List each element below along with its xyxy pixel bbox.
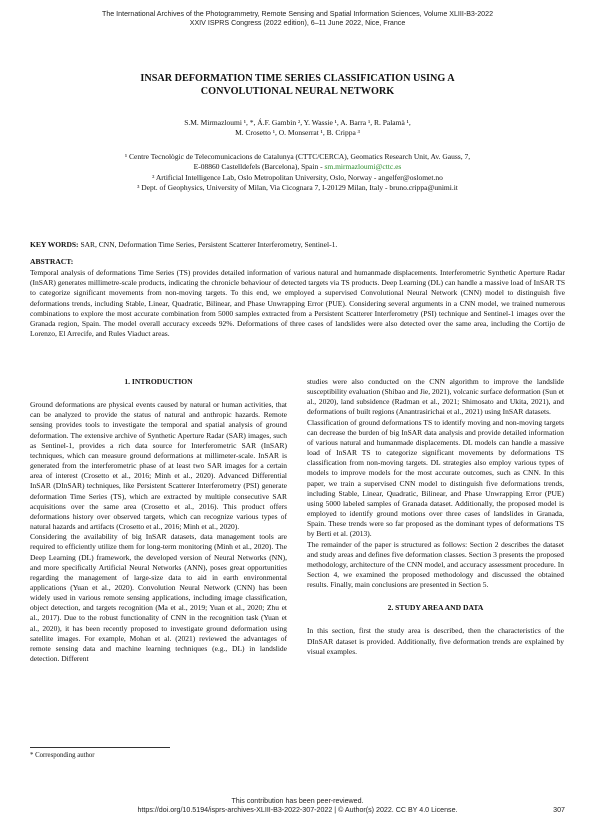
affiliation-2 [60,173,535,183]
right-column [307,377,564,657]
affiliation-1-line2 [60,162,535,172]
intro-paragraph-5: The remainder of the paper is structured as follows: Section 2 describes the dataset and study areas and defines five deformation classes. Section 3 presents the proposed methodology, architecture of the CNN model, and accuracy assessment procedure. In Section 4, we examined the proposed methodology and discussed the obtained results. Finally, main conclusions are presented in Section 5. [307,539,564,590]
affiliation-3: ³ Dept. of Geophysics, University of Milan, Via Cicognara 7, I-20129 Milan, Italy - bruno.crippa@unimi.it [137,182,458,192]
keywords-label: KEY WORDS: [30,240,79,249]
left-column [30,377,287,664]
affiliation-1-line1: ¹ Centre Tecnològic de Telecomunicacions de Catalunya (CTTC/CERCA), Geomatics Research Unit, Av. Gauss, 7, [124,152,471,161]
author-line1: S.M. Mirmazloumi ¹, *, Á.F. Gambin ², Y. Wassie ¹, A. Barra ¹, R. Palamà ¹, [184,118,411,127]
intro-paragraph-3: studies were also conducted on the CNN algorithm to improve the landslide susceptibility evaluation (Shibao and Jie, 2021), volcanic surface deformation (Sun et al., 2020), land subsidence (Radman et al., 2021; Shimosato and Ukita, 2021), and deformations of built regions (Anantrasirichai et al., 2021) using InSAR datasets. [307,377,565,417]
section-1-heading: 1. INTRODUCTION [124,377,193,386]
author-line2: M. Crosetto ¹, O. Monserrat ¹, B. Crippa ³ [235,128,360,138]
intro-paragraph-4: Classification of ground deformations TS to identify moving and non-moving targets can decrease the burden of big InSAR data analysis and provide detailed information of various natural and humanmade displacements. DL models can handle a massive load of InSAR TS to categorize significant movements by deformations TS classification from non-moving targets. DL strategies also employ various types of models to improve models for the most accurate outcomes, such as CNN. In this paper, we train a supervised CNN model to distinguish five deformations trends, including Stable, Linear, Quadratic, Bilinear, and Phase Unwrapping Error (PUE) using 5000 labeled samples of Granada dataset. Additionally, the proposed model is employed to identify ground motions over three cases of landslides in Granada, Spain. These trends were so far proposed as the dominant types of deformations TS by Berti et al. (2013). [307,417,564,539]
affiliations [60,152,535,193]
paper-title-line2: CONVOLUTIONAL NEURAL NETWORK [200,86,395,97]
author-list [60,118,535,138]
abstract-heading: ABSTRACT: [30,257,74,266]
study-area-paragraph-1: In this section, first the study area is described, then the characteristics of the DInSAR dataset is provided. Additionally, five deformation trends are explained by visual examples. [307,626,564,656]
affiliation-1-email-link[interactable]: sm.mirmazloumi@cttc.es [324,162,402,172]
journal-header-line1: The International Archives of the Photogrammetry, Remote Sensing and Spatial Information Sciences, Volume XLIII-B3-2022 [101,10,494,18]
page-number: 307 [553,806,565,815]
keywords [30,240,565,250]
intro-paragraph-2: Considering the availability of big InSAR datasets, data management tools are required to efficiently utilize them for long-term monitoring (Minh et al., 2020). The Deep Learning (DL) framework, the developed version of Neural Networks (NN), and more specifically Artificial Neural Networks (ANN), poses great opportunities regarding the management of large-size data to aid in earth environmental applications (Yuan et al., 2020). Convolution Neural Network (CNN) has been widely used in various remote sensing applications, including image classification, object detection, and targets recognition (Ma et al., 2019; Yuan et al., 2020; Zhu et al., 2017). Due to the robust functionality of CNN in the recognition task (Yuan et al., 2020), it has been recently proposed to investigate ground deformation using satellite images. For example, Mohan et al. (2021) reviewed the advantages of remote sensing data and machine learning techniques (e.g., DL) in landslide detection. Different [30,532,287,664]
abstract-text: Temporal analysis of deformations Time Series (TS) provides detailed information of various natural and humanmade displacements. Interferometric Synthetic Aperture Radar (InSAR) generates millimetre-scale products, indicating the chronicle behaviour of detected targets via TS products. Deep Learning (DL) can handle a massive load of InSAR TS to categorize significant movements from non-moving targets. To this end, we employed a supervised Convolutional Neural Network (CNN) model to distinguish five deformations trends, including Stable, Linear, Quadratic, Bilinear, and Phase Unwrapping Error (PUE). Considering several arguments in a CNN model, we trained numerous combinations to explore the most accurate combination from 5000 samples extracted from a Persistent Scatterer Interferometry (PSI) technique and Sentinel-1 images over the Granada region, Spain. The model overall accuracy exceeds 92%. Deformations of three cases of landslides were also detected over the same area, including the Cortijo de Lorenzo, El Arrecife, and Rules Viaduct areas. [30,268,565,339]
paper-title [60,72,535,98]
footnote: * Corresponding author [30,752,95,759]
section-2-heading: 2. STUDY AREA AND DATA [387,603,484,613]
affiliation-2-email: angelfer@oslomet.no [378,172,443,182]
affiliation-2-address: ² Artificial Intelligence Lab, Oslo Metropolitan University, Oslo, Norway - [152,172,379,182]
journal-header-line2: XXIV ISPRS Congress (2022 edition), 6–11 June 2022, Nice, France [189,19,406,27]
affiliation-1-address: E-08860 Castelldefels (Barcelona), Spain - [193,162,325,172]
footer-doi-link[interactable]: https://doi.org/10.5194/isprs-archives-XLIII-B3-2022-307-2022 | © Author(s) 2022. CC BY 4.0 License. [137,806,458,815]
paper-title-line1: INSAR DEFORMATION TIME SERIES CLASSIFICATION USING A [140,73,455,84]
intro-paragraph-1: Ground deformations are physical events caused by natural or human activities, that can be analyzed to provide the status of natural and anthropic hazards. Remote sensing provides tools to investigate the temporal and spatial analysis of ground deformation. The extensive archive of Synthetic Aperture Radar (SAR) images, such as Sentinel-1, provides a rich data source for Interferometric SAR (InSAR) techniques, which can measure ground deformations at millimeter-scale. InSAR is generated from the interferometric phase of at least two SAR images for a certain area of interest (Crosetto et al., 2016; Minh et al., 2020). Advanced Differential InSAR (DInSAR) techniques, like Persistent Scatterer Interferometry (PSI) generate deformation Time Series (TS), which are extracted by multiple consecutive SAR acquisitions over the same area (Crosetto et al., 2016). This product offers deformations history over observed targets, which can recognize various types of natural hazards and artifacts (Crosetto et al., 2016; Minh et al., 2020). [30,400,287,532]
footnote-divider [30,747,170,748]
footer-peer-review: This contribution has been peer-reviewed. [231,797,364,805]
keywords-text: SAR, CNN, Deformation Time Series, Persistent Scatterer Interferometry, Sentinel-1. [78,240,338,249]
section-spacer [307,590,564,603]
page-footer [30,797,565,816]
journal-header [40,10,555,28]
